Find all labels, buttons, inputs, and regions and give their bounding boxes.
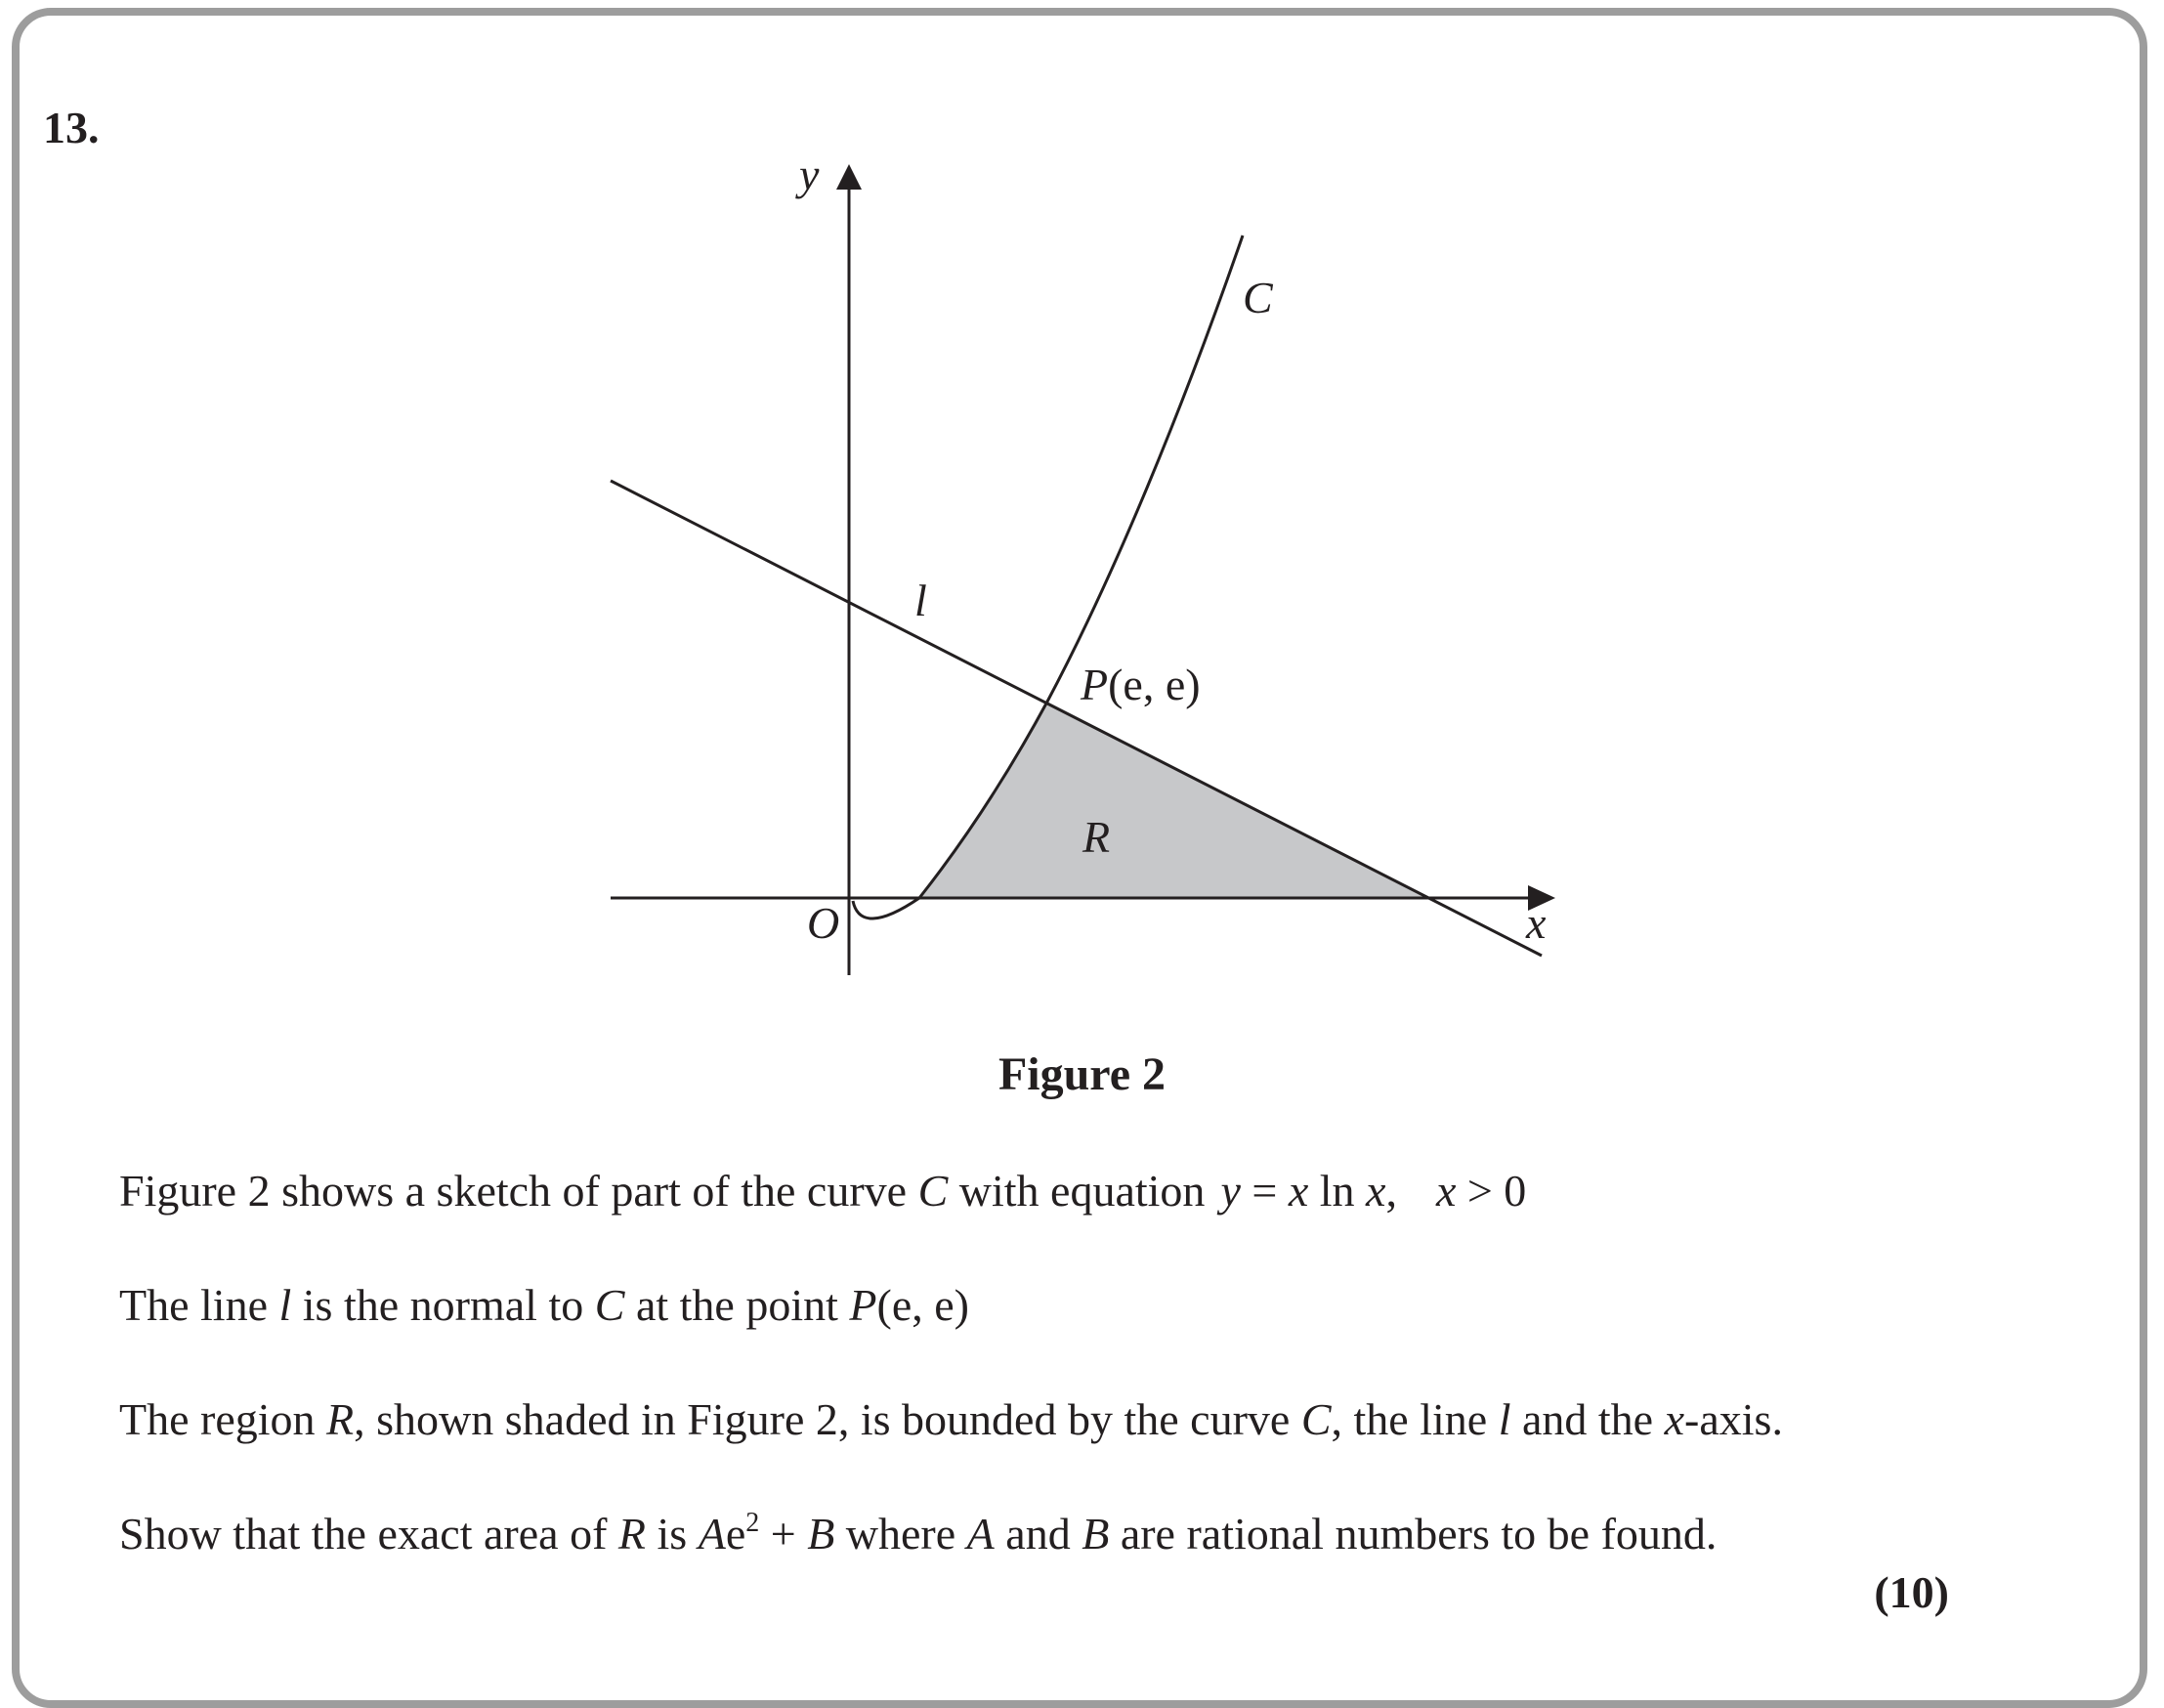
paragraph-normal-line: The line l is the normal to C at the point P(e, e) — [119, 1280, 969, 1330]
marks-badge: (10) — [1874, 1567, 1949, 1617]
figure-caption: Figure 2 — [997, 1048, 1167, 1100]
point-p-coords: (e, e) — [1108, 660, 1201, 709]
paragraph-task: Show that the exact area of R is $Ae^2 + B$ where A and B are rational numbers to be found. — [119, 1508, 1718, 1559]
paragraph-curve-equation: Figure 2 shows a sketch of part of the curve C with equation y = x ln x, x > 0 — [119, 1166, 1527, 1216]
curve-c-label: C — [1243, 273, 1273, 322]
point-p-letter: P — [1081, 660, 1109, 709]
line-l-label: l — [914, 576, 927, 625]
y-axis-label: y — [799, 149, 820, 199]
y-axis-arrow — [836, 164, 862, 190]
region-r-label: R — [1082, 812, 1111, 862]
point-p-label — [1080, 660, 1201, 709]
question-number: 13. — [43, 103, 100, 152]
origin-label: O — [807, 898, 840, 948]
paragraph-region: The region R, shown shaded in Figure 2, is bounded by the curve C, the line l and the x-axis. — [119, 1394, 1783, 1444]
region-r-shading — [919, 702, 1429, 898]
x-axis-label: x — [1526, 898, 1547, 948]
